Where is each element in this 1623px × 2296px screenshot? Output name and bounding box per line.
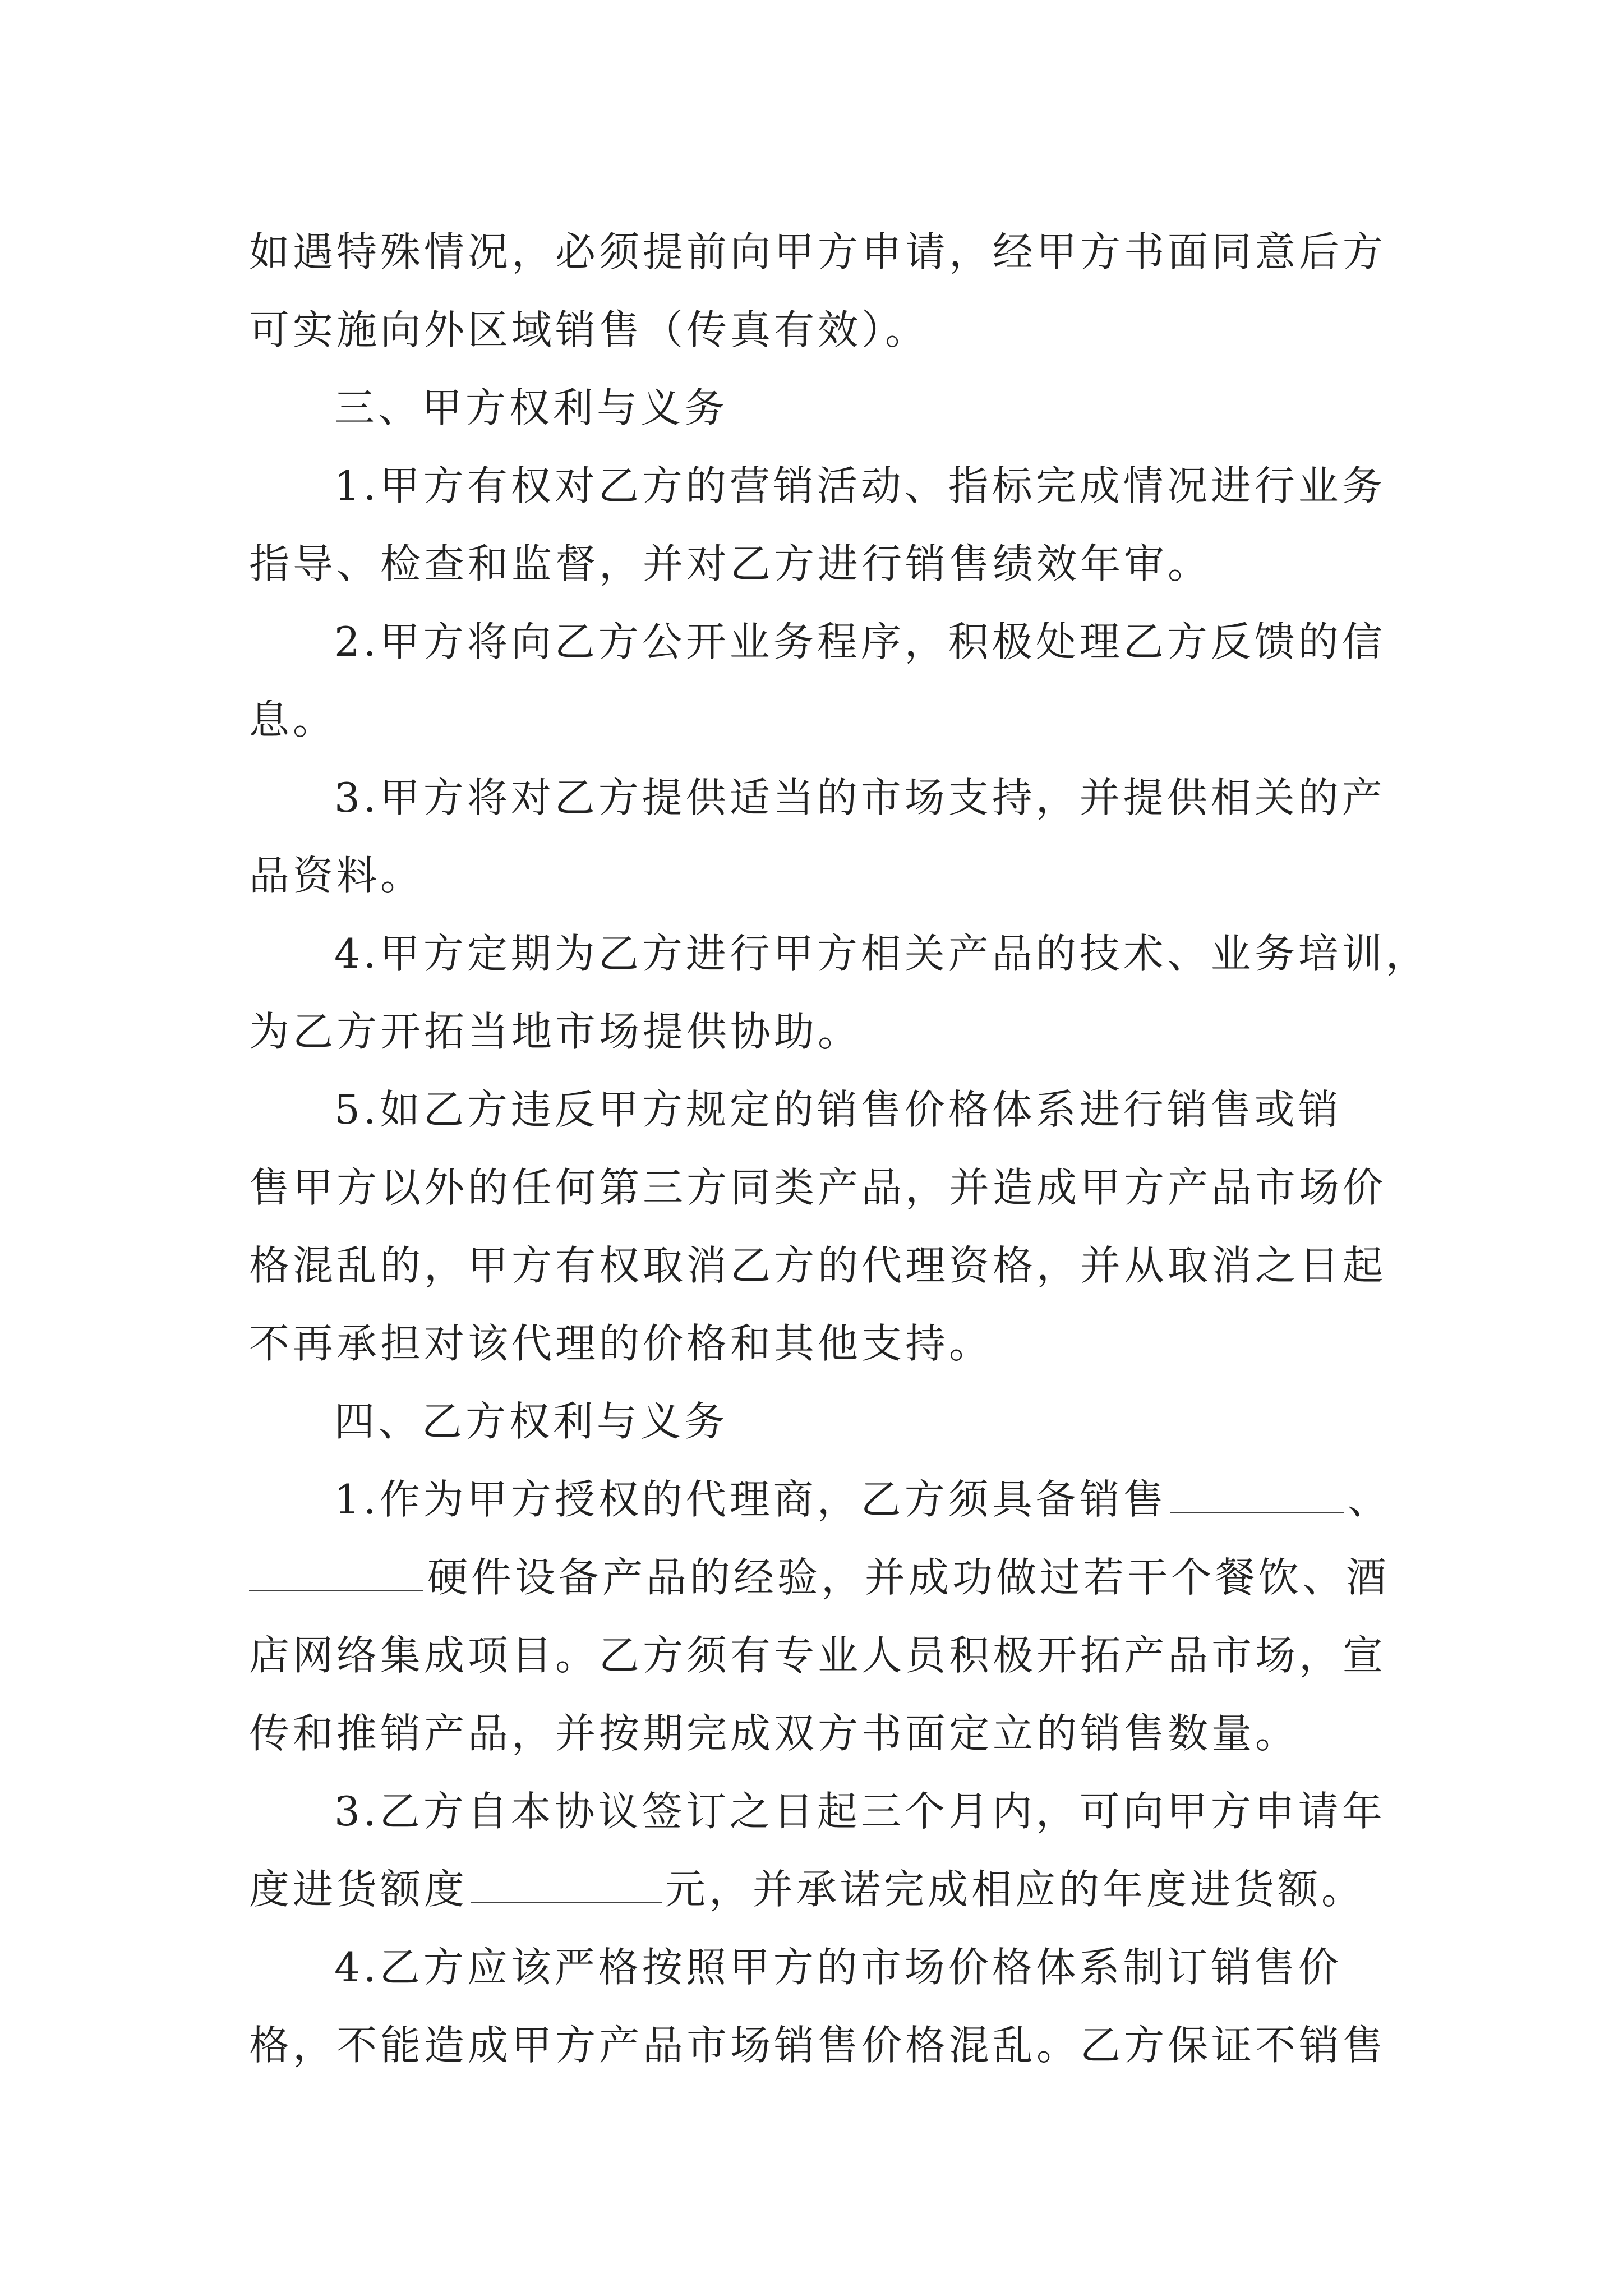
text-line: 格混乱的，甲方有权取消乙方的代理资格，并从取消之日起 <box>249 1242 1387 1289</box>
text-line: 3.乙方自本协议签订之日起三个月内，可向甲方申请年 <box>334 1788 1386 1835</box>
text-line: 为乙方开拓当地市场提供协助。 <box>249 1008 862 1055</box>
text-segment: 度进货额度 <box>249 1866 468 1913</box>
text-line: 2.甲方将向乙方公开业务程序，积极处理乙方反馈的信 <box>334 618 1386 665</box>
text-line: 售甲方以外的任何第三方同类产品，并造成甲方产品市场价 <box>249 1164 1387 1211</box>
text-segment: 1.作为甲方授权的代理商，乙方须具备销售 <box>334 1476 1167 1523</box>
fill-in-blank <box>471 1868 662 1903</box>
text-line <box>249 1539 1390 1617</box>
document-body <box>249 213 1430 2085</box>
text-line: 格，不能造成甲方产品市场销售价格混乱。乙方保证不销售 <box>249 2022 1387 2069</box>
text-line: 店网络集成项目。乙方须有专业人员积极开拓产品市场，宣 <box>249 1632 1387 1679</box>
fill-in-blank <box>249 1556 423 1591</box>
section-heading: 三、甲方权利与义务 <box>334 384 728 431</box>
text-line: 指导、检查和监督，并对乙方进行销售绩效年审。 <box>249 540 1212 587</box>
text-line: 不再承担对该代理的价格和其他支持。 <box>249 1320 993 1367</box>
text-line: 4.乙方应该严格按照甲方的市场价格体系制订销售价 <box>334 1944 1342 1991</box>
text-line: 品资料。 <box>249 852 425 899</box>
section-heading: 四、乙方权利与义务 <box>334 1398 728 1445</box>
text-line: 4.甲方定期为乙方进行甲方相关产品的技术、业务培训， <box>334 930 1430 977</box>
text-line: 传和推销产品，并按期完成双方书面定立的销售数量。 <box>249 1710 1299 1757</box>
text-line <box>249 1461 1391 1539</box>
text-line: 可实施向外区域销售（传真有效）。 <box>249 306 929 353</box>
text-segment: 元，并承诺完成相应的年度进货额。 <box>665 1866 1366 1913</box>
text-line: 如遇特殊情况，必须提前向甲方申请，经甲方书面同意后方 <box>249 228 1387 275</box>
text-line: 5.如乙方违反甲方规定的销售价格体系进行销售或销 <box>334 1086 1342 1133</box>
text-segment: 硬件设备产品的经验，并成功做过若干个餐饮、酒 <box>427 1554 1390 1601</box>
text-segment: 、 <box>1347 1476 1391 1523</box>
text-line: 3.甲方将对乙方提供适当的市场支持，并提供相关的产 <box>334 774 1386 821</box>
fill-in-blank <box>1170 1478 1344 1513</box>
text-line: 息。 <box>249 696 337 743</box>
text-line <box>249 1851 1387 1929</box>
text-line: 1.甲方有权对乙方的营销活动、指标完成情况进行业务 <box>334 462 1386 509</box>
